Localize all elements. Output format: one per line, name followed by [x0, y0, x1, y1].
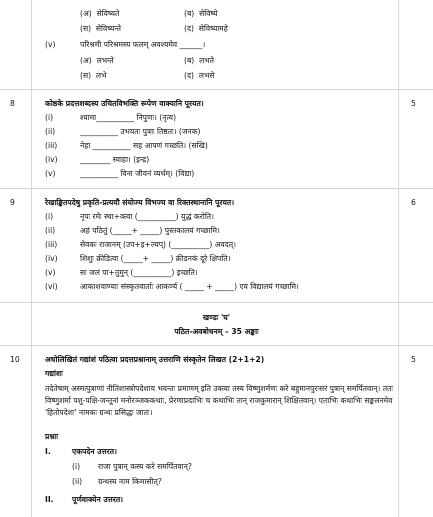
q9-item-num: (vi) [45, 282, 58, 291]
q9-item-text: आकाशवाण्याः संस्कृतवार्ताः आकर्ण्य ( _____ + _____) एव विद्यालयं गच्छामि। [80, 282, 299, 291]
q8-item-num: (iv) [45, 155, 58, 164]
q9-item-text: सः जलं पा+तुमुन् (__________) इच्छति। [80, 268, 198, 277]
section-subtitle: पठित-अवबोधनम् – 35 अङ्काः [174, 327, 259, 336]
top-opt-b1: (ब) सेविष्ये [184, 9, 218, 18]
passage-label: गद्यांशः [45, 369, 63, 378]
q9-item-num: (iii) [45, 240, 58, 249]
top-item-v-text: परिश्रमी परिश्रमस्य फलम् अवश्यमेव ______। [80, 40, 206, 49]
top-opt-d1: (द) सेविष्यामहे [184, 24, 228, 33]
q8-heading: कोष्ठके प्रदत्तशब्दस्य उचितविभक्ति रूपेण वाक्यानि पूरयत। [45, 99, 204, 108]
sub2-title: पूर्णवाक्येन उत्तरत। [72, 495, 124, 504]
q10-marks: 5 [411, 355, 416, 364]
top-opt-b2: (ब) लभते [184, 56, 214, 65]
q8-item-text: श्यामा__________ निपुणः। (नृत्य) [80, 113, 177, 122]
q9-item-text: शिशुः क्रीडित्वा (_____+ _____) क्रीडनकं दूरे क्षिपति। [80, 254, 231, 263]
row-divider [0, 345, 433, 346]
top-item-v-num: (v) [45, 40, 56, 49]
q9-item-text: अहं पठितुं (_____+ _____) पुस्तकालयं गच्छामि। [80, 226, 220, 235]
top-opt-s2: (स) लभे [80, 71, 107, 80]
sub1-title: एकपदेन उत्तरत। [72, 447, 117, 456]
q9-marks: 6 [411, 198, 416, 207]
row-divider [0, 89, 433, 90]
q9-item-text: नृपः रमेः स्था+क्त्वा (__________) युद्धं करोति। [80, 212, 215, 221]
q9-item-num: (i) [45, 212, 54, 221]
q8-item-num: (v) [45, 169, 56, 178]
sub1-item-text: ग्रन्थस्य नाम किमासीत्? [98, 477, 162, 486]
sub1-item-num: (i) [72, 462, 81, 471]
top-opt-s1: (स) सेविष्यन्ते [80, 24, 121, 33]
q8-marks: 5 [411, 99, 416, 108]
sub2-number: II. [45, 495, 54, 504]
sub1-item-text: राजा पुत्रान् कस्य करे समर्पितवान्? [98, 462, 192, 471]
q10-number: 10 [10, 355, 20, 364]
q8-item-text: ________ स्वाहा। (इन्द्र) [80, 155, 150, 164]
section-title: खण्डः 'घ' [202, 313, 231, 322]
column-divider-left [31, 0, 32, 517]
q9-item-num: (ii) [45, 226, 56, 235]
q9-item-text: सेवकः राजानम् (उप+इ+ल्यप्) (__________) अवदत्। [80, 240, 237, 249]
row-divider [0, 188, 433, 189]
sub1-item-num: (ii) [72, 477, 83, 486]
questions-label: प्रश्नाः [45, 432, 59, 441]
q8-item-text: नेहा __________ सह आपणं गच्छति। (सखि) [80, 141, 208, 150]
q10-heading: अधोलिखितं गद्यांशं पठित्वा प्रदत्तप्रश्नानाम् उत्तराणि संस्कृतेन लिखत (2+1+2) [45, 355, 265, 364]
q9-heading: रेखाङ्कितपदेषु प्रकृति-प्रत्ययौ संयोज्य विभज्य वा रिक्तस्थानानि पूरयत। [45, 198, 235, 207]
q8-item-num: (iii) [45, 141, 58, 150]
sub1-number: I. [45, 447, 51, 456]
q8-item-text: __________ उभयतः पुत्राः तिष्ठतः। (जनक) [80, 127, 201, 136]
q8-item-text: __________ विना जीवनं व्यर्थम्। (विद्या) [80, 169, 195, 178]
row-divider [0, 302, 433, 303]
top-opt-a2: (अ) लभन्ते [80, 56, 114, 65]
q8-item-num: (i) [45, 113, 54, 122]
passage-text: तदेतेषाम् अस्मत्पुत्राणां नीतिशास्त्रोपदेशाय भवन्तः प्रमाणम् इति उक्त्वा तस्य विष्णुशर्मणः करे बहुमानपुरःसरं पुत्रान् समर्पितवान्। ततः विष्णुशर्मा पशु-पक्षि-जन्तूनां मनोरञ्जककथाः, प्रेरणाप्रदाभिः च कथाभिः तान् राजकुमारान् शिक्षितवान्। एताभिः कथाभिः सङ्कलनमेव 'हितोपदेशः' नामकः ग्रन्थः प्रसिद्धः जातः। [45, 384, 393, 417]
q8-number: 8 [10, 99, 15, 108]
q8-item-num: (ii) [45, 127, 56, 136]
q9-item-num: (iv) [45, 254, 58, 263]
q9-number: 9 [10, 198, 15, 207]
top-opt-a1: (अ) सेविष्यते [80, 9, 120, 18]
q9-item-num: (v) [45, 268, 56, 277]
column-divider-right [398, 0, 399, 517]
top-opt-d2: (द) लभसे [184, 71, 215, 80]
